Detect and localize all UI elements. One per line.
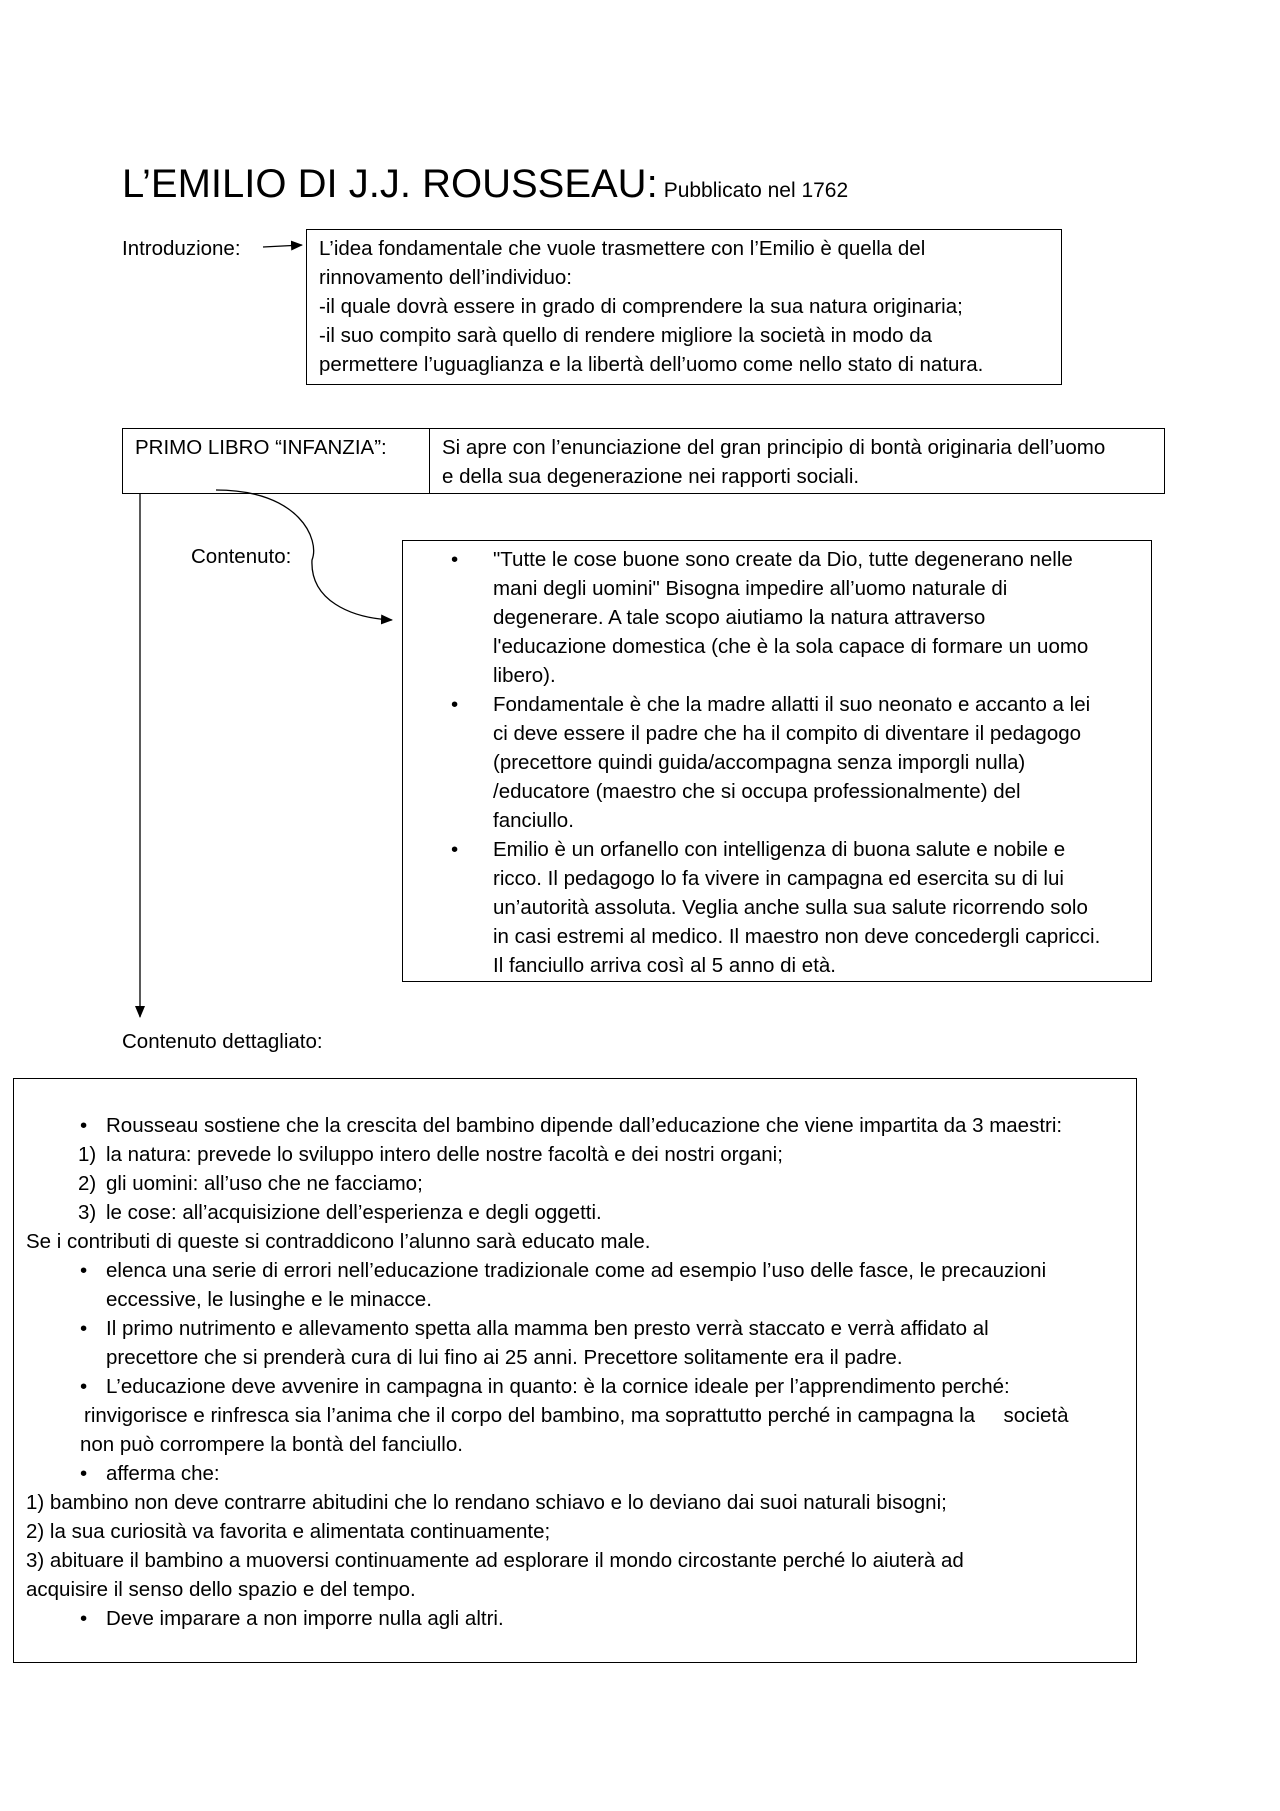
intro-line: -il suo compito sarà quello di rendere migliore la società in modo da — [319, 324, 933, 347]
dettagliato-line: 3) abituare il bambino a muoversi continuamente ad esplorare il mondo circostante perché lo aiuterà ad — [26, 1549, 964, 1572]
dettagliato-bullet: • Deve imparare a non imporre nulla agli altri. — [26, 1604, 1124, 1633]
dettagliato-line: precettore che si prenderà cura di lui fino ai 25 anni. Precettore solitamente era il padre. — [106, 1346, 903, 1369]
dettagliato-label: Contenuto dettagliato: — [122, 1030, 323, 1053]
dettagliato-line: acquisire il senso dello spazio e del tempo. — [26, 1578, 416, 1601]
item-number: 3) — [78, 1201, 97, 1224]
dettagliato-line: 1) bambino non deve contrarre abitudini che lo rendano schiavo e lo deviano dai suoi naturali bisogni; — [26, 1491, 947, 1514]
title-main: L’EMILIO DI J.J. ROUSSEAU: — [122, 162, 658, 206]
bullet-line: (precettore quindi guida/accompagna senza imporgli nulla) — [493, 751, 1026, 774]
bullet-line: mani degli uomini" Bisogna impedire all’uomo naturale di — [493, 577, 1008, 600]
intro-line: -il quale dovrà essere in grado di comprendere la sua natura originaria; — [319, 295, 963, 318]
bullet-line: libero). — [493, 664, 556, 687]
bullet-line: un’autorità assoluta. Veglia anche sulla sua salute ricorrendo solo — [493, 896, 1088, 919]
bullet-line: degenerare. A tale scopo aiutiamo la natura attraverso — [493, 606, 986, 629]
primo-libro-line: Si apre con l’enunciazione del gran principio di bontà originaria dell’uomo — [442, 436, 1106, 459]
dettagliato-line: 2) la sua curiosità va favorita e alimentata continuamente; — [26, 1520, 551, 1543]
intro-line: rinnovamento dell’individuo: — [319, 266, 572, 289]
bullet-line: in casi estremi al medico. Il maestro non deve concedergli capricci. — [493, 925, 1101, 948]
dettagliato-bullet: • Rousseau sostiene che la crescita del bambino dipende dall’educazione che viene impartita da 3 maestri: — [26, 1111, 1124, 1140]
bullet-line: • Emilio è un orfanello con intelligenza di buona salute e nobile e — [493, 838, 1066, 861]
item-number: 1) — [78, 1143, 97, 1166]
title-subtitle: Pubblicato nel 1762 — [663, 179, 849, 202]
bullet-line: ci deve essere il padre che ha il compito di diventare il pedagogo — [493, 722, 1082, 745]
item-number: 2) — [78, 1172, 97, 1195]
curved-arrow-icon — [216, 490, 392, 620]
dettagliato-bullet: • afferma che: — [26, 1459, 1124, 1488]
intro-line: L’idea fondamentale che vuole trasmettere con l’Emilio è quella del — [319, 237, 926, 260]
primo-libro-label: PRIMO LIBRO “INFANZIA”: — [123, 429, 430, 493]
intro-label: Introduzione: — [122, 237, 241, 260]
dettagliato-line: eccessive, le lusinghe e le minacce. — [106, 1288, 432, 1311]
contenuto-label: Contenuto: — [191, 545, 292, 568]
bullet-line: • "Tutte le cose buone sono create da Dio, tutte degenerano nelle — [493, 548, 1073, 571]
intro-line: permettere l’uguaglianza e la libertà dell’uomo come nello stato di natura. — [319, 353, 984, 376]
dettagliato-line: Se i contributi di queste si contraddicono l’alunno sarà educato male. — [26, 1230, 651, 1253]
dettagliato-bullet: • L’educazione deve avvenire in campagna in quanto: è la cornice ideale per l’apprendimento perché: — [26, 1372, 1124, 1401]
item-text: la natura: prevede lo sviluppo intero delle nostre facoltà e dei nostri organi; — [106, 1143, 783, 1166]
bullet-line: ricco. Il pedagogo lo fa vivere in campagna ed esercita su di lui — [493, 867, 1064, 890]
dettagliato-bullet: • Il primo nutrimento e allevamento spetta alla mamma ben presto verrà staccato e verrà affidato al — [26, 1314, 1124, 1343]
bullet-line: Il fanciullo arriva così al 5 anno di età. — [493, 954, 836, 977]
dettagliato-line: non può corrompere la bontà del fanciullo. — [80, 1433, 463, 1456]
dettagliato-bullet: • elenca una serie di errori nell’educazione tradizionale come ad esempio l’uso delle fasce, le precauzioni — [26, 1256, 1124, 1285]
item-text: le cose: all’acquisizione dell’esperienza e degli oggetti. — [106, 1201, 602, 1224]
bullet-line: /educatore (maestro che si occupa professionalmente) del — [493, 780, 1021, 803]
bullet-line: • Fondamentale è che la madre allatti il suo neonato e accanto a lei — [493, 693, 1091, 716]
bullet-line: l'educazione domestica (che è la sola capace di formare un uomo — [493, 635, 1089, 658]
bullet-line: fanciullo. — [493, 809, 574, 832]
intro-arrow-icon — [263, 245, 302, 247]
dettagliato-line: rinvigorisce e rinfresca sia l’anima che il corpo del bambino, ma soprattutto perché in campagna la società — [84, 1404, 1069, 1427]
item-text: gli uomini: all’uso che ne facciamo; — [106, 1172, 423, 1195]
primo-libro-line: e della sua degenerazione nei rapporti sociali. — [442, 465, 860, 488]
